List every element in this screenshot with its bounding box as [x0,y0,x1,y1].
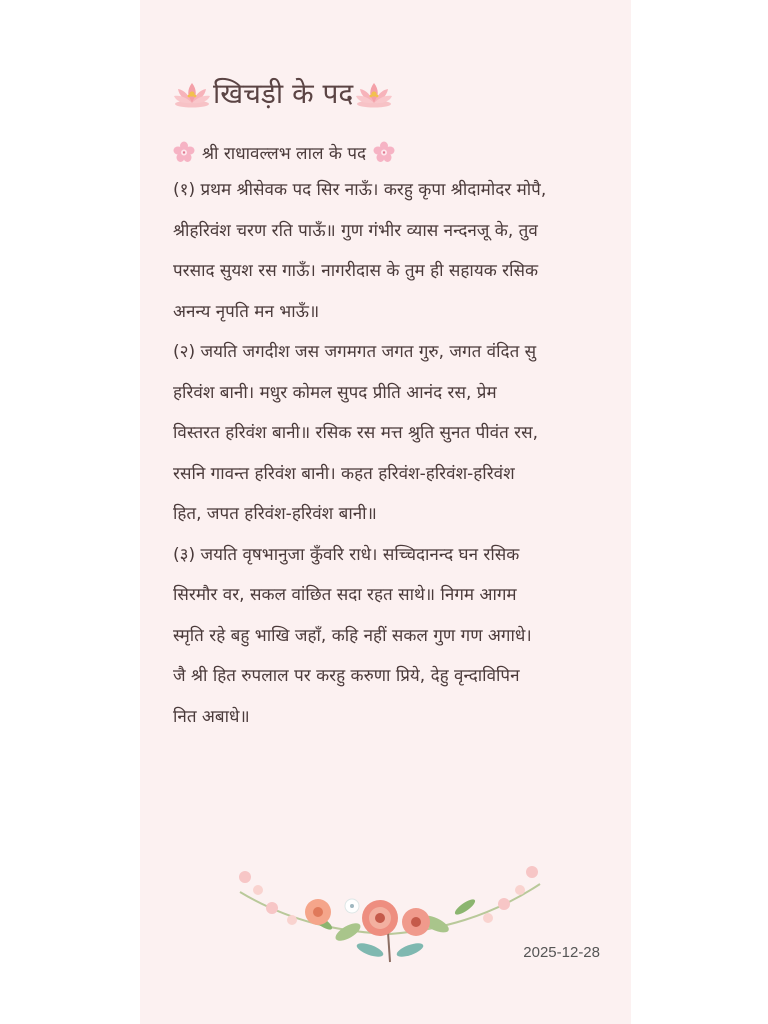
verse-line: श्रीहरिवंश चरण रति पाऊँ॥ गुण गंभीर व्यास नन्दनजू के, तुव [173,220,538,241]
verse-line: हरिवंश बानी। मधुर कोमल सुपद प्रीति आनंद रस, प्रेम [173,382,497,403]
page-title: खिचड़ी के पद [213,77,354,110]
cherry-blossom-icon [373,141,395,163]
verse-line: जै श्री हित रुपलाल पर करहु करुणा प्रिये, देहु वृन्दाविपिन [173,666,520,686]
verse-line: विस्तरत हरिवंश बानी॥ रसिक रस मत्त श्रुति सुनत पीवंत रस, [173,423,539,443]
verse-2 [173,332,603,535]
lotus-icon [355,79,393,109]
verse-line: अनन्य नृपति मन भाऊँ॥ [173,301,320,322]
subtitle-row [173,134,603,170]
title-row [173,70,603,118]
date-stamp: 2025-12-28 [523,944,600,961]
verse-line: रसनि गावन्त हरिवंश बानी। कहत हरिवंश-हरिवंश-हरिवंश [173,463,515,484]
floral-garland-illustration [230,862,550,972]
lotus-icon [173,79,211,109]
subtitle: श्री राधावल्लभ लाल के पद [202,143,367,164]
document-content [173,70,603,737]
verse-line: (१) प्रथम श्रीसेवक पद सिर नाऊँ। करहु कृपा श्रीदामोदर मोपै, [173,180,547,200]
verse-line: सिरमौर वर, सकल वांछित सदा रहत साथे॥ निगम आगम [173,585,517,605]
verse-line: हित, जपत हरिवंश-हरिवंश बानी॥ [173,504,377,524]
verse-line: स्मृति रहे बहु भाखि जहाँ, कहि नहीं सकल गुण गण अगाधे। [173,625,532,646]
document-page [140,0,631,1024]
verse-1 [173,170,603,332]
verse-line: नित अबाधे॥ [173,706,250,727]
verse-line: परसाद सुयश रस गाऊँ। नागरीदास के तुम ही सहायक रसिक [173,261,539,281]
cherry-blossom-icon [173,141,195,163]
verse-line: (३) जयति वृषभानुजा कुँवरि राधे। सच्चिदानन्द घन रसिक [173,544,520,565]
verse-line: (२) जयति जगदीश जस जगमगत जगत गुरु, जगत वंदित सु [173,342,537,362]
verse-3 [173,535,603,738]
